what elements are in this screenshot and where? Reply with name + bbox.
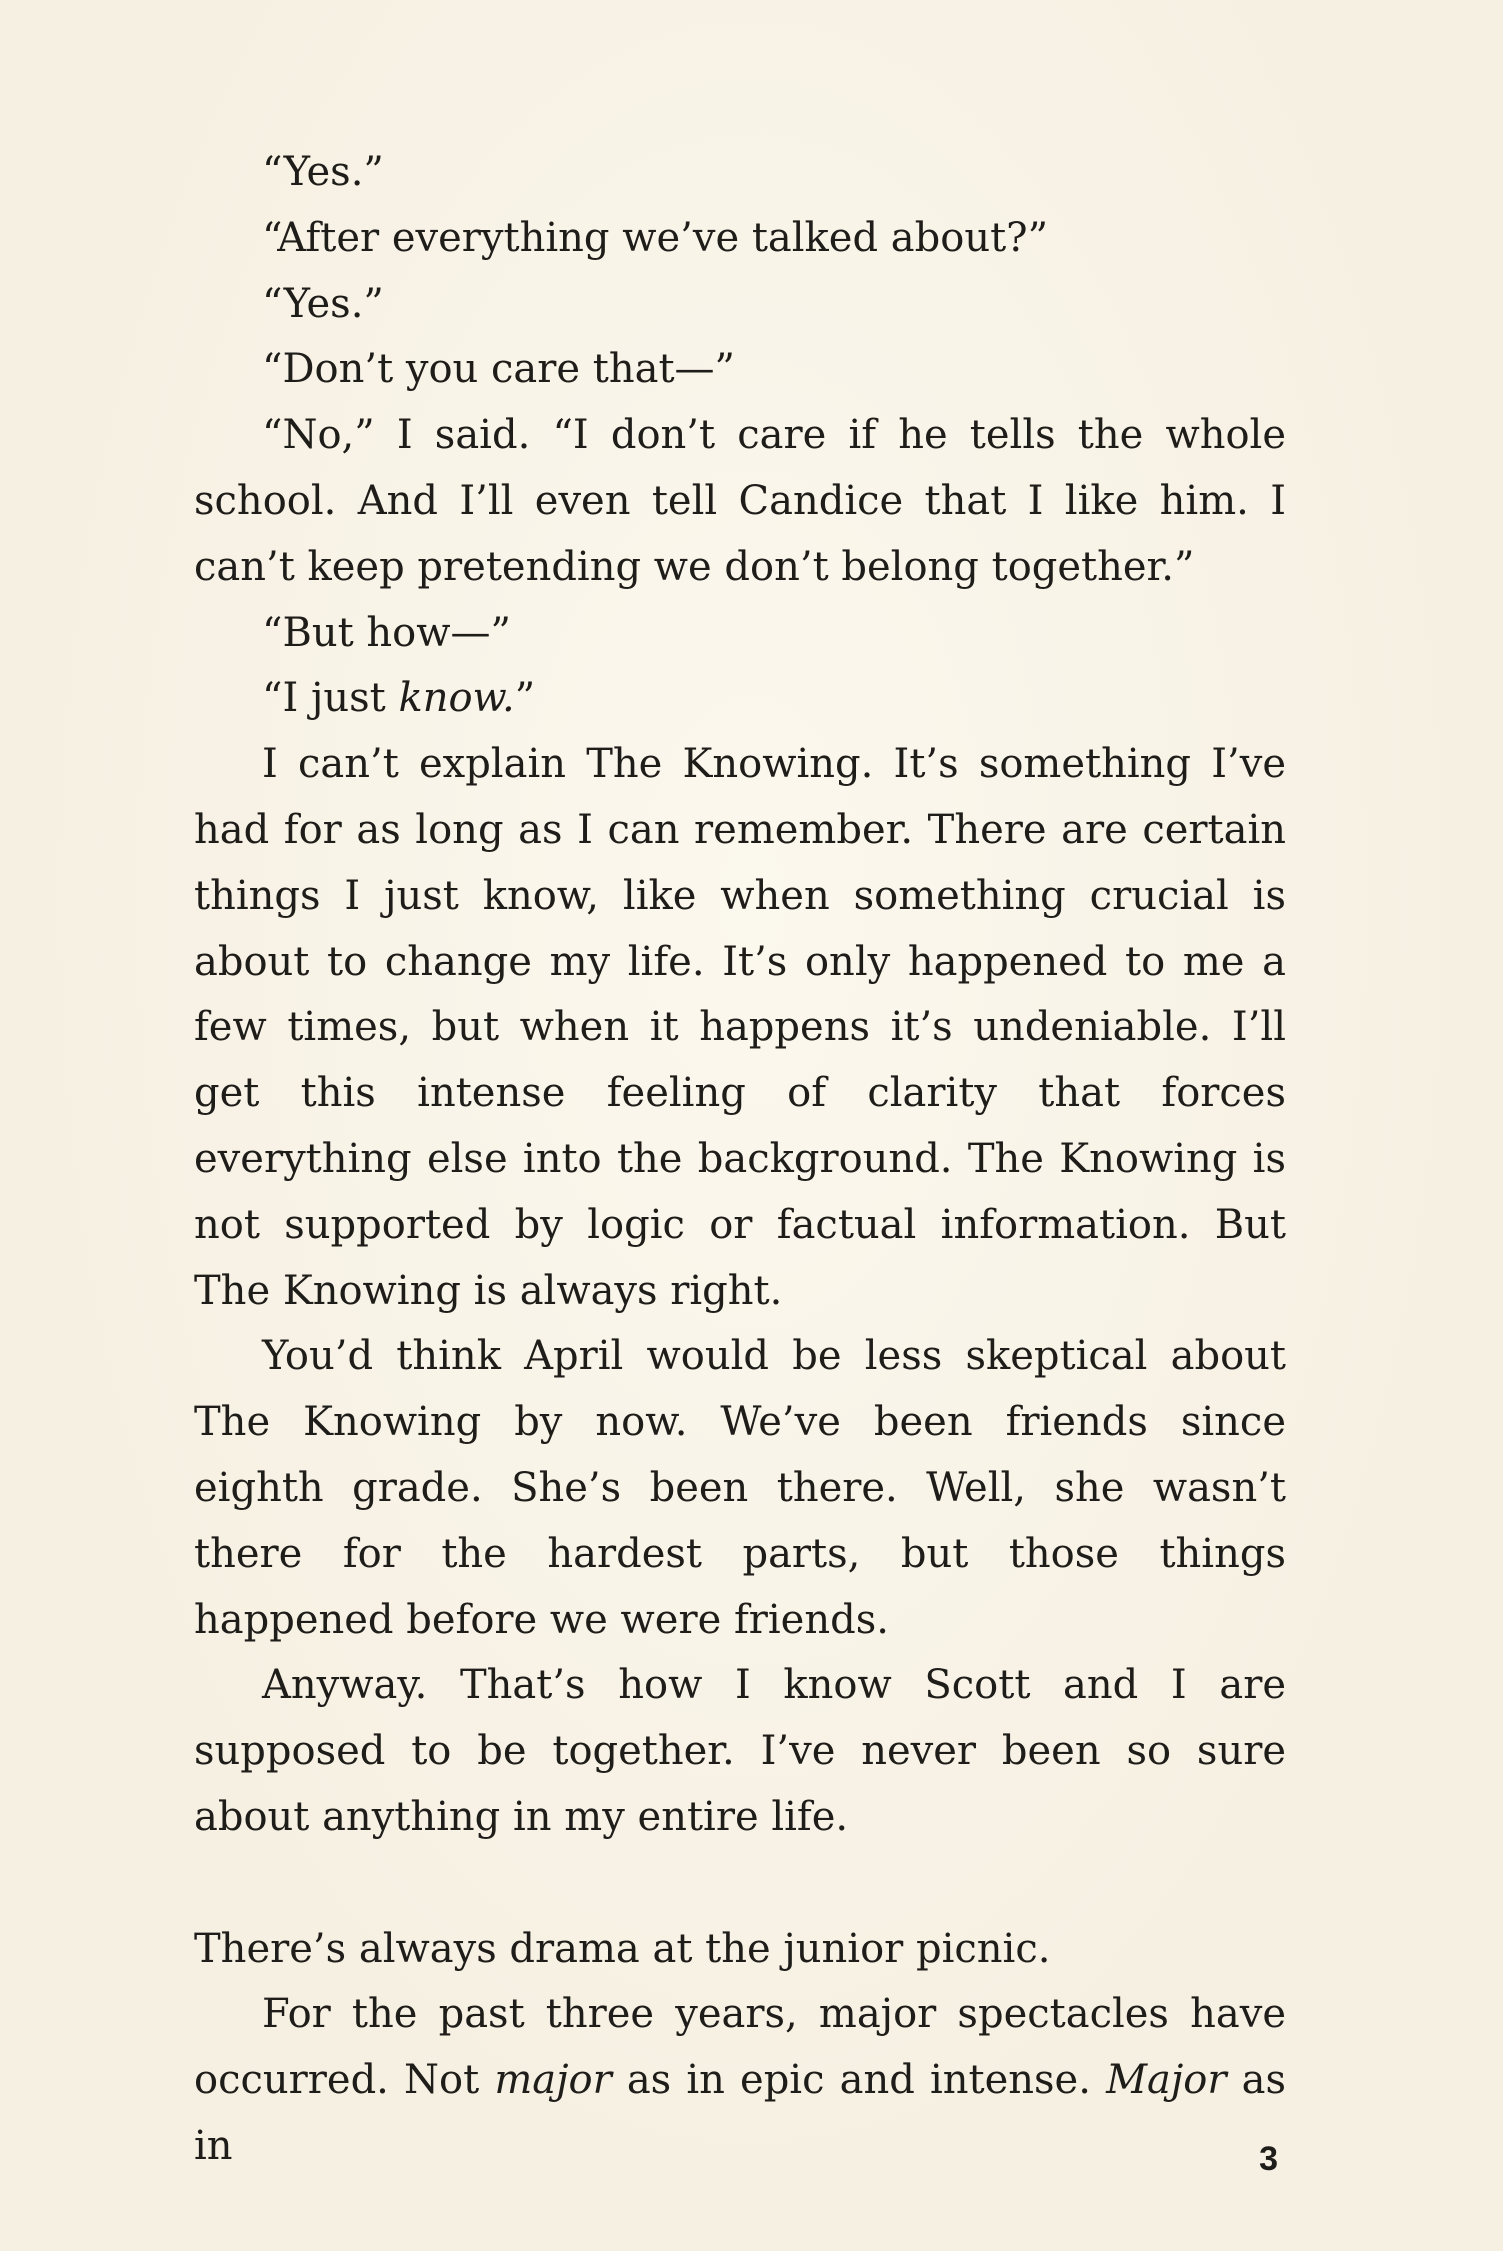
paragraph-10: Anyway. That’s how I know Scott and I are supposed to be together. I’ve never been so sure about anything in my entire life. bbox=[194, 1662, 1286, 1840]
paragraph-4: “Don’t you care that—” bbox=[262, 346, 735, 393]
paragraph-8: I can’t explain The Knowing. It’s something I’ve had for as long as I can remember. There are certain things I just know, like when something crucial is about to change my life. It’s only happened to me a few times, but when it happens it’s undeniable. I’ll get this intense feeling of clarity that forces everything else into the background. The Knowing is not supported by logic or factual information. But The Knowing is always right. bbox=[194, 741, 1286, 1314]
emphasis-major-1: major bbox=[494, 2057, 612, 2104]
page-number: 3 bbox=[1259, 2140, 1278, 2178]
paragraph-7: “I just know.” bbox=[262, 675, 536, 722]
body-text bbox=[194, 140, 1286, 2180]
paragraph-2: “After everything we’ve talked about?” bbox=[262, 214, 1049, 261]
paragraph-1: “Yes.” bbox=[262, 149, 384, 195]
emphasis-know: know. bbox=[398, 675, 515, 722]
section-break bbox=[194, 1851, 1286, 1917]
paragraph-12: For the past three years, major spectacles have occurred. Not major as in epic and intense. Major as in bbox=[194, 1991, 1287, 2169]
paragraph-5: “No,” I said. “I don’t care if he tells the whole school. And I’ll even tell Candice that I like him. I can’t keep pretending we don’t belong together.” bbox=[194, 412, 1286, 590]
paragraph-9: You’d think April would be less skeptical about The Knowing by now. We’ve been friends since eighth grade. She’s been there. Well, she wasn’t there for the hardest parts, but those things happened before we were friends. bbox=[194, 1333, 1286, 1643]
paragraph-3: “Yes.” bbox=[262, 280, 384, 327]
paragraph-6: “But how—” bbox=[262, 609, 511, 656]
paragraph-11: There’s always drama at the junior picnic. bbox=[194, 1925, 1051, 1972]
emphasis-major-2: Major bbox=[1106, 2057, 1227, 2104]
